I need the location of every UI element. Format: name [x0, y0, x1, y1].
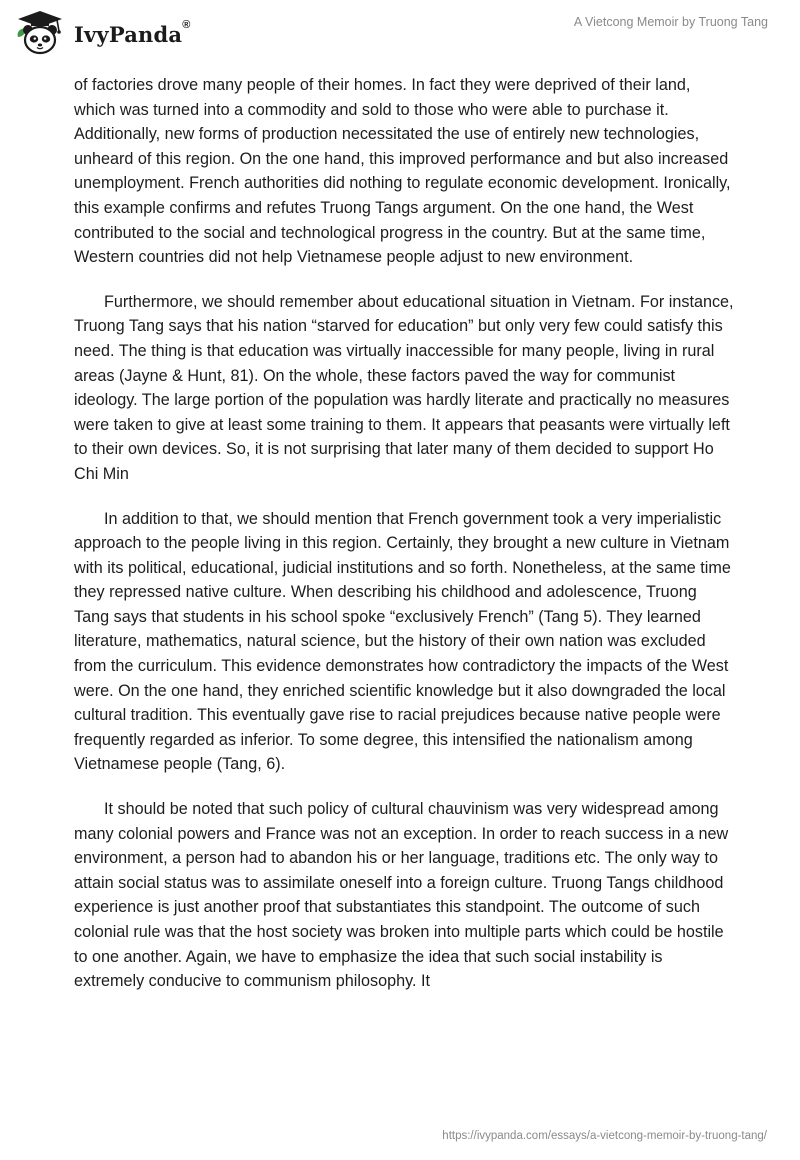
- paragraph-1: of factories drove many people of their homes. In fact they were deprived of their land, which was turned into a commodity and sold to those who were able to purchase it. Additionally, new forms of production necessitated the use of entirely new technologies, unheard of this region. On the one hand, this improved performance and but also increased unemployment. French authorities did nothing to regulate economic development. Ironically, this example confirms and refutes Truong Tangs argument. On the one hand, the West contributed to the social and technological progress in the country. But at the same time, Western countries did not help Vietnamese people adjust to new environment.: [74, 76, 731, 267]
- paragraph-4: It should be noted that such policy of cultural chauvinism was very widespread among many colonial powers and France was not an exception. In order to reach success in a new environment, a person had to abandon his or her language, traditions etc. The only way to attain social status was to assimilate oneself into a foreign culture. Truong Tangs childhood experience is just another proof that substantiates this standpoint. The outcome of such colonial rule was that the host society was broken into multiple parts which could be hostile to one another. Again, we have to emphasize the idea that such social instability is extremely conducive to communism philosophy. It: [74, 800, 729, 991]
- document-title: A Vietcong Memoir by Truong Tang: [573, 15, 768, 29]
- registered-mark: ®: [182, 18, 191, 31]
- brand-logo[interactable]: [14, 8, 191, 58]
- paragraph-2: Furthermore, we should remember about educational situation in Vietnam. For instance, Truong Tang says that his nation “starved for education” but only very few could satisfy this need. The thing is that education was virtually inaccessible for many people, living in rural areas (Jayne & Hunt, 81). On the whole, these factors paved the way for communist ideology. The large portion of the population was hardly literate and practically no measures were taken to give at least some training to them. It appears that peasants were virtually left to their own devices. So, it is not surprising that later many of them decided to support Ho Chi Min: [74, 292, 734, 483]
- page-header: [0, 0, 800, 70]
- brand-name-text: IvyPanda: [74, 21, 183, 47]
- brand-name: [74, 18, 191, 47]
- essay-body: [74, 73, 734, 1014]
- paragraph-3: In addition to that, we should mention that French government took a very imperialistic approach to the people living in this region. Certainly, they brought a new culture in Vietnam with its political, educational, judicial institutions and so forth. Nonetheless, at the same time they repressed native culture. When describing his childhood and adolescence, Truong Tang says that students in his school spoke “exclusively French” (Tang 5). They learned literature, mathematics, natural science, but the history of their own nation was excluded from the curriculum. This evidence demonstrates how contradictory the impacts of the West were. On the one hand, they enriched scientific knowledge but it also downgraded the local cultural tradition. This eventually gave rise to racial prejudices because native people were frequently regarded as inferior. To some degree, this intensified the nationalism among Vietnamese people (Tang, 6).: [74, 509, 731, 774]
- panda-graduation-cap-logo-icon: [14, 9, 66, 57]
- footer-source-url[interactable]: https://ivypanda.com/essays/a-vietcong-memoir-by-truong-tang/: [442, 1130, 767, 1142]
